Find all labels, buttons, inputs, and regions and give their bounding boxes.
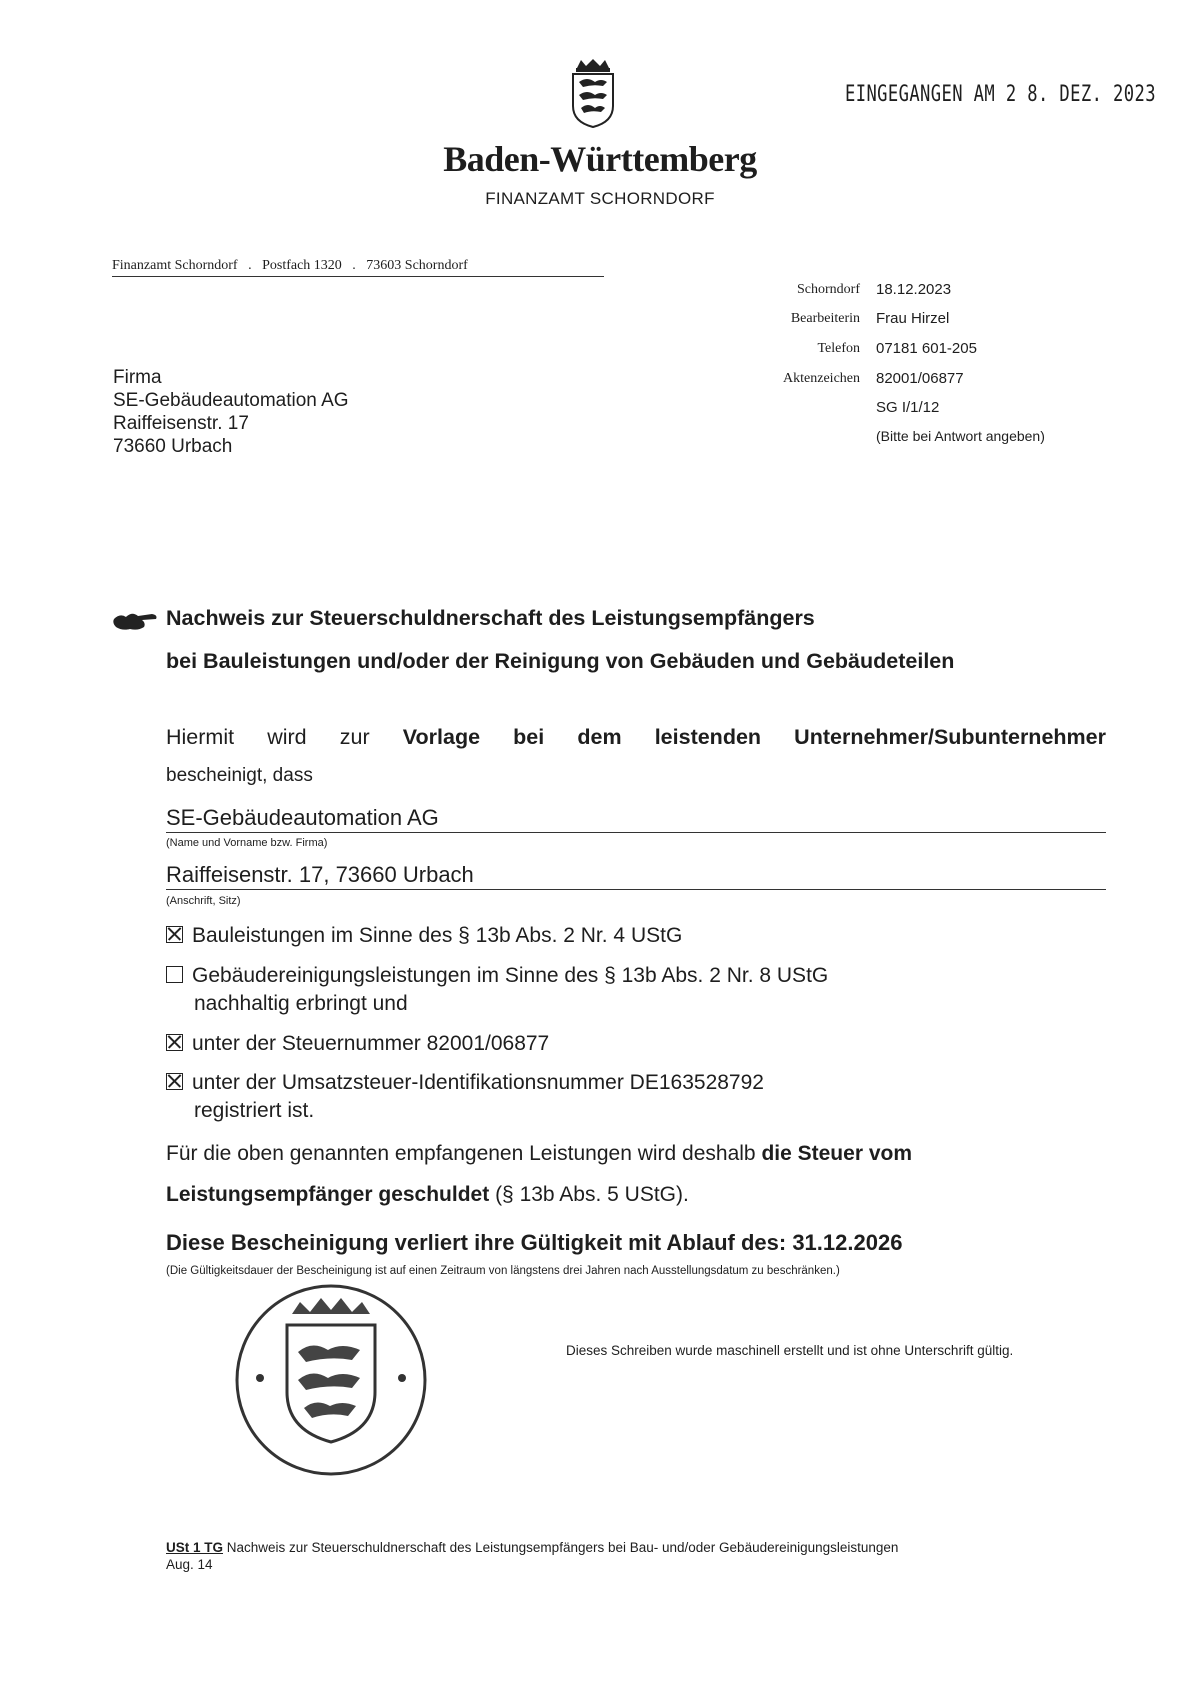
meta-reply-hint: (Bitte bei Antwort angeben) bbox=[876, 428, 1045, 444]
conclusion-text-bold: die Steuer vom Leistungsempfänger geschuldet bbox=[166, 1142, 913, 1206]
address-field-caption: (Anschrift, Sitz) bbox=[166, 895, 241, 907]
checkbox-checked bbox=[166, 1073, 183, 1090]
form-description: Nachweis zur Steuerschuldnerschaft des Leistungsempfängers bei Bau- und/oder Gebäudereinigungsleistungen bbox=[223, 1540, 899, 1555]
meta-value-reference: 82001/06877 bbox=[876, 370, 964, 387]
received-stamp: EINGEGANGEN AM 2 8. DEZ. 2023 bbox=[845, 82, 1156, 107]
pointing-hand-icon bbox=[112, 609, 160, 633]
checklist-text: unter der Umsatzsteuer-Identifikationsnummer DE163528792 bbox=[192, 1071, 764, 1094]
document-title-line-1: Nachweis zur Steuerschuldnerschaft des Leistungsempfängers bbox=[166, 606, 815, 630]
validity-note: (Die Gültigkeitsdauer der Bescheinigung ist auf einen Zeitraum von längstens drei Jahren nach Ausstellungsdatum zu beschränken.) bbox=[166, 1265, 840, 1277]
recipient-address bbox=[113, 366, 349, 458]
intro-word: Hiermit bbox=[166, 725, 235, 749]
checklist-item bbox=[166, 962, 828, 1018]
document-title-line-2: bei Bauleistungen und/oder der Reinigung von Gebäuden und Gebäudeteilen bbox=[166, 649, 955, 673]
checklist-text: unter der Steuernummer 82001/06877 bbox=[192, 1032, 550, 1055]
machine-generated-note: Dieses Schreiben wurde maschinell erstellt und ist ohne Unterschrift gültig. bbox=[566, 1343, 1014, 1358]
conclusion-text: (§ 13b Abs. 5 UStG). bbox=[489, 1183, 689, 1206]
recipient-line: Raiffeisenstr. 17 bbox=[113, 413, 249, 434]
intro-line bbox=[166, 725, 1106, 750]
intro-word: zur bbox=[339, 725, 370, 749]
conclusion-paragraph bbox=[166, 1133, 1106, 1215]
intro-word-bold: bei bbox=[513, 725, 545, 749]
state-name: Baden-Württemberg bbox=[443, 139, 757, 179]
checkbox-unchecked bbox=[166, 966, 183, 983]
address-field-value: Raiffeisenstr. 17, 73660 Urbach bbox=[166, 862, 1106, 890]
meta-value-phone: 07181 601-205 bbox=[876, 340, 977, 357]
name-field-caption: (Name und Vorname bzw. Firma) bbox=[166, 837, 328, 849]
checklist-text-continued: nachhaltig erbringt und bbox=[194, 992, 408, 1015]
office-name: FINANZAMT SCHORNDORF bbox=[485, 189, 715, 208]
name-field-value: SE-Gebäudeautomation AG bbox=[166, 805, 1106, 833]
checklist-text: Gebäudereinigungsleistungen im Sinne des § 13b Abs. 2 Nr. 8 UStG bbox=[192, 964, 829, 987]
meta-value-date: 18.12.2023 bbox=[876, 281, 952, 298]
meta-label-phone: Telefon bbox=[817, 341, 860, 356]
form-code: USt 1 TG bbox=[166, 1540, 224, 1555]
coat-of-arms-icon bbox=[567, 58, 619, 128]
checklist-text-continued: registriert ist. bbox=[194, 1099, 315, 1122]
meta-value-department: SG I/1/12 bbox=[876, 399, 940, 416]
intro-line-2: bescheinigt, dass bbox=[166, 765, 313, 786]
checklist-text: Bauleistungen im Sinne des § 13b Abs. 2 Nr. 4 UStG bbox=[192, 924, 683, 947]
intro-word-bold: dem bbox=[577, 725, 622, 749]
form-version: Aug. 14 bbox=[166, 1557, 213, 1572]
recipient-line: SE-Gebäudeautomation AG bbox=[113, 390, 349, 411]
meta-value-clerk: Frau Hirzel bbox=[876, 310, 950, 327]
sender-address-line: Finanzamt Schorndorf . Postfach 1320 . 73603 Schorndorf bbox=[112, 258, 604, 277]
checklist-item bbox=[166, 922, 682, 950]
intro-word: wird bbox=[267, 725, 307, 749]
official-seal-icon bbox=[232, 1280, 430, 1480]
checkbox-checked bbox=[166, 1034, 183, 1051]
conclusion-text: Für die oben genannten empfangenen Leistungen wird deshalb bbox=[166, 1142, 762, 1165]
meta-label-reference: Aktenzeichen bbox=[783, 371, 860, 386]
meta-label-place: Schorndorf bbox=[797, 282, 860, 297]
checkbox-checked bbox=[166, 926, 183, 943]
intro-word-bold: Unternehmer/Subunternehmer bbox=[794, 725, 1106, 749]
meta-label-clerk: Bearbeiterin bbox=[790, 311, 860, 326]
recipient-line: 73660 Urbach bbox=[113, 436, 233, 457]
recipient-line: Firma bbox=[113, 367, 162, 388]
intro-word-bold: leistenden bbox=[654, 725, 762, 749]
intro-word-bold: Vorlage bbox=[402, 725, 481, 749]
validity-statement: Diese Bescheinigung verliert ihre Gültigkeit mit Ablauf des: 31.12.2026 bbox=[166, 1230, 903, 1255]
checklist-item bbox=[166, 1030, 549, 1058]
checklist-item bbox=[166, 1069, 764, 1125]
form-footer bbox=[166, 1540, 898, 1555]
